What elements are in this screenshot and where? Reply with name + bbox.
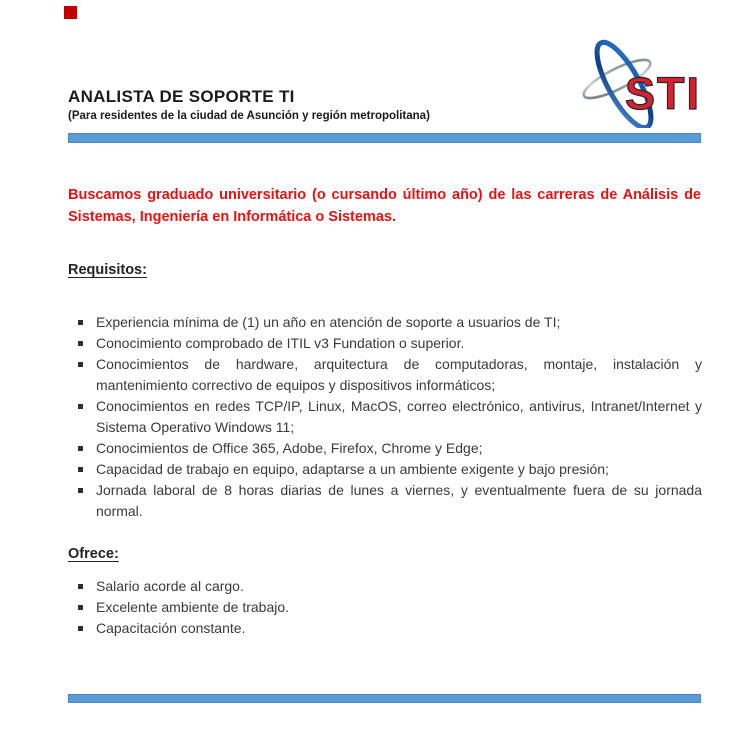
bullet-square-icon bbox=[78, 467, 83, 472]
bullet-square-icon bbox=[78, 341, 83, 346]
list-item-text: Conocimiento comprobado de ITIL v3 Fundation o superior. bbox=[96, 335, 465, 351]
bullet-square-icon bbox=[78, 488, 83, 493]
list-item-text: Jornada laboral de 8 horas diarias de lunes a viernes, y eventualmente fuera de su jornada normal. bbox=[96, 482, 702, 519]
bullet-square-icon bbox=[78, 584, 83, 589]
requisitos-list bbox=[78, 312, 702, 522]
list-item-text: Capacitación constante. bbox=[96, 620, 246, 636]
divider-bar-bottom bbox=[68, 694, 701, 703]
divider-bar-top bbox=[68, 133, 701, 143]
page-title: ANALISTA DE SOPORTE TI bbox=[68, 87, 295, 106]
list-item bbox=[78, 438, 702, 459]
list-item bbox=[78, 354, 702, 396]
section-heading-ofrece: Ofrece: bbox=[68, 546, 119, 562]
section-heading-requisitos: Requisitos: bbox=[68, 262, 147, 278]
bullet-square-icon bbox=[78, 446, 83, 451]
bullet-square-icon bbox=[78, 404, 83, 409]
red-corner-marker bbox=[64, 6, 77, 19]
list-item bbox=[78, 396, 702, 438]
bullet-square-icon bbox=[78, 605, 83, 610]
document-header bbox=[68, 86, 568, 124]
ofrece-list bbox=[78, 576, 702, 639]
list-item bbox=[78, 312, 702, 333]
list-item-text: Conocimientos de hardware, arquitectura de computadoras, montaje, instalación y mantenimiento correctivo de equipos y dispositivos informáticos; bbox=[96, 356, 702, 393]
list-item-text: Capacidad de trabajo en equipo, adaptarse a un ambiente exigente y bajo presión; bbox=[96, 461, 609, 477]
list-item-text: Conocimientos de Office 365, Adobe, Firefox, Chrome y Edge; bbox=[96, 440, 483, 456]
list-item bbox=[78, 480, 702, 522]
list-item-text: Salario acorde al cargo. bbox=[96, 578, 244, 594]
list-item bbox=[78, 333, 702, 354]
intro-paragraph: Buscamos graduado universitario (o cursando último año) de las carreras de Análisis de Sistemas, Ingeniería en Informática o Sistemas. bbox=[68, 187, 701, 225]
list-item bbox=[78, 597, 702, 618]
logo-text: STI bbox=[625, 68, 702, 119]
list-item bbox=[78, 576, 702, 597]
list-item bbox=[78, 459, 702, 480]
bullet-square-icon bbox=[78, 320, 83, 325]
list-item bbox=[78, 618, 702, 639]
list-item-text: Conocimientos en redes TCP/IP, Linux, MacOS, correo electrónico, antivirus, Intranet/Internet y Sistema Operativo Windows 11; bbox=[96, 398, 702, 435]
bullet-square-icon bbox=[78, 626, 83, 631]
list-item-text: Excelente ambiente de trabajo. bbox=[96, 599, 290, 615]
page-subtitle: (Para residentes de la ciudad de Asunción y región metropolitana) bbox=[68, 110, 430, 122]
list-item-text: Experiencia mínima de (1) un año en atención de soporte a usuarios de TI; bbox=[96, 314, 561, 330]
sti-logo bbox=[575, 33, 720, 128]
bullet-square-icon bbox=[78, 362, 83, 367]
